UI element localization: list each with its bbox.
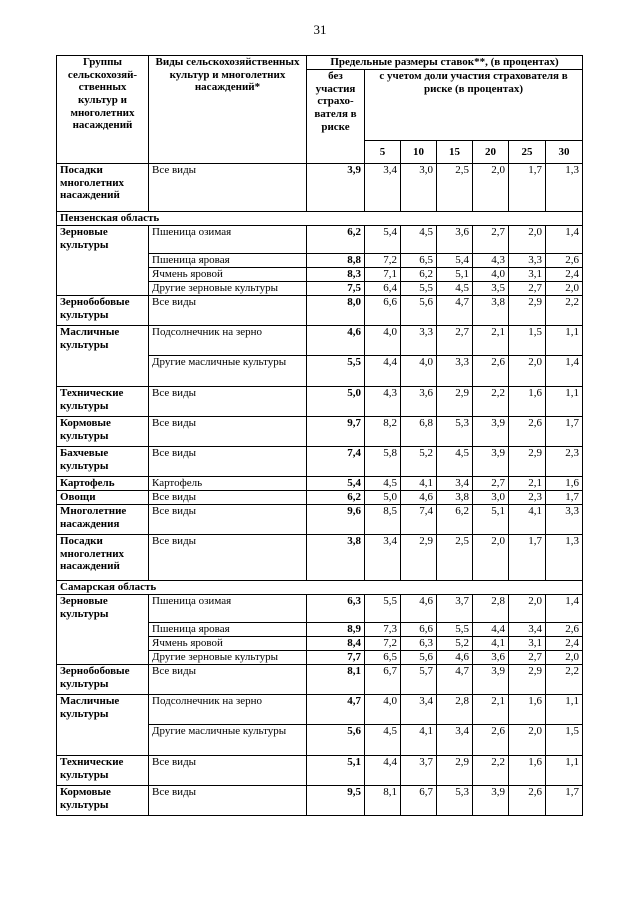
rate-without-participation: 7,7 — [307, 651, 365, 665]
rate-cell: 2,0 — [509, 725, 546, 756]
rate-cell: 8,2 — [365, 417, 401, 447]
rate-without-participation: 3,9 — [307, 164, 365, 212]
rate-without-participation: 9,5 — [307, 786, 365, 816]
table-row — [57, 417, 583, 447]
crop-group: Картофель — [57, 477, 149, 491]
rate-without-participation: 8,4 — [307, 637, 365, 651]
rate-cell: 4,6 — [401, 595, 437, 623]
rate-cell: 2,2 — [546, 296, 583, 326]
rate-without-participation: 3,8 — [307, 535, 365, 581]
header-limits: Предельные размеры ставок**, (в процентах) — [307, 56, 583, 70]
rate-cell: 4,4 — [365, 356, 401, 387]
rate-without-participation: 5,4 — [307, 477, 365, 491]
rate-cell: 3,4 — [509, 623, 546, 637]
crop-kind: Подсолнечник на зерно — [149, 695, 307, 725]
table-body — [57, 164, 583, 816]
table-row — [57, 326, 583, 356]
rate-cell: 4,1 — [401, 477, 437, 491]
rate-cell: 3,7 — [437, 595, 473, 623]
rate-without-participation: 5,0 — [307, 387, 365, 417]
region-label: Самарская область — [57, 581, 583, 595]
crop-kind: Пшеница озимая — [149, 595, 307, 623]
header-share: 30 — [546, 141, 583, 164]
header-kinds: Виды сельскохозяйственных культур и многолетних насаждений* — [149, 56, 307, 164]
rate-cell: 4,0 — [365, 326, 401, 356]
rate-cell: 2,4 — [546, 637, 583, 651]
rate-cell: 1,1 — [546, 326, 583, 356]
crop-kind: Все виды — [149, 447, 307, 477]
rate-cell: 2,7 — [473, 226, 509, 254]
crop-kind: Пшеница озимая — [149, 226, 307, 254]
rate-cell: 7,3 — [365, 623, 401, 637]
rate-cell: 3,9 — [473, 417, 509, 447]
rate-cell: 1,6 — [509, 756, 546, 786]
crop-kind: Другие масличные культуры — [149, 356, 307, 387]
rate-cell: 3,9 — [473, 447, 509, 477]
rate-cell: 2,0 — [509, 595, 546, 623]
crop-kind: Подсолнечник на зерно — [149, 326, 307, 356]
rate-cell: 2,5 — [437, 535, 473, 581]
rate-cell: 2,6 — [509, 786, 546, 816]
crop-kind: Другие зерновые культуры — [149, 282, 307, 296]
crop-group: Масличные культуры — [57, 695, 149, 756]
rate-cell: 3,4 — [437, 725, 473, 756]
rate-cell: 7,4 — [401, 505, 437, 535]
rate-cell: 1,6 — [546, 477, 583, 491]
rate-cell: 5,3 — [437, 786, 473, 816]
rate-cell: 2,0 — [473, 535, 509, 581]
table-row — [57, 477, 583, 491]
rate-cell: 2,2 — [473, 387, 509, 417]
rate-cell: 6,8 — [401, 417, 437, 447]
rate-cell: 7,2 — [365, 637, 401, 651]
rate-cell: 4,3 — [365, 387, 401, 417]
rate-cell: 2,8 — [473, 595, 509, 623]
table-row — [57, 535, 583, 581]
rate-cell: 6,7 — [365, 665, 401, 695]
table-row — [57, 595, 583, 623]
rate-without-participation: 6,2 — [307, 491, 365, 505]
rate-cell: 2,6 — [546, 254, 583, 268]
rate-cell: 3,3 — [546, 505, 583, 535]
crop-kind: Все виды — [149, 786, 307, 816]
rate-without-participation: 7,4 — [307, 447, 365, 477]
table-row — [57, 695, 583, 725]
table-header — [57, 56, 583, 164]
rate-cell: 5,6 — [401, 296, 437, 326]
rate-cell: 4,6 — [401, 491, 437, 505]
rate-without-participation: 5,1 — [307, 756, 365, 786]
rate-cell: 4,0 — [365, 695, 401, 725]
rate-cell: 4,3 — [473, 254, 509, 268]
rate-cell: 2,6 — [509, 417, 546, 447]
rate-cell: 1,7 — [509, 164, 546, 212]
table-row — [57, 164, 583, 212]
rate-cell: 2,1 — [509, 477, 546, 491]
rate-cell: 8,5 — [365, 505, 401, 535]
rate-cell: 4,7 — [437, 296, 473, 326]
rate-cell: 7,2 — [365, 254, 401, 268]
crop-kind: Все виды — [149, 164, 307, 212]
rate-cell: 2,7 — [473, 477, 509, 491]
crop-group: Зернобобовые культуры — [57, 665, 149, 695]
rate-cell: 3,3 — [401, 326, 437, 356]
rate-cell: 3,3 — [437, 356, 473, 387]
insurance-rates-table — [56, 55, 583, 816]
crop-group: Овощи — [57, 491, 149, 505]
header-share: 20 — [473, 141, 509, 164]
table-row — [57, 296, 583, 326]
crop-kind: Все виды — [149, 756, 307, 786]
rate-cell: 2,0 — [546, 282, 583, 296]
header-share: 15 — [437, 141, 473, 164]
crop-group: Многолетние насаждения — [57, 505, 149, 535]
rate-cell: 6,6 — [401, 623, 437, 637]
rate-cell: 2,0 — [473, 164, 509, 212]
header-groups: Группы сельскохозяй-ственных культур и многолетних насаждений — [57, 56, 149, 164]
rate-cell: 6,2 — [437, 505, 473, 535]
rate-cell: 4,1 — [473, 637, 509, 651]
rate-cell: 5,2 — [401, 447, 437, 477]
rate-cell: 1,1 — [546, 695, 583, 725]
rate-cell: 3,7 — [401, 756, 437, 786]
rate-cell: 1,1 — [546, 756, 583, 786]
rate-cell: 1,7 — [546, 786, 583, 816]
rate-cell: 2,1 — [473, 326, 509, 356]
crop-group: Посадки многолетних насаждений — [57, 535, 149, 581]
rate-cell: 6,4 — [365, 282, 401, 296]
rate-cell: 2,3 — [546, 447, 583, 477]
rate-cell: 2,5 — [437, 164, 473, 212]
rate-cell: 5,0 — [365, 491, 401, 505]
rate-cell: 5,5 — [437, 623, 473, 637]
rate-cell: 5,3 — [437, 417, 473, 447]
header-share: 5 — [365, 141, 401, 164]
rate-cell: 3,8 — [437, 491, 473, 505]
table-row — [57, 505, 583, 535]
table-row — [57, 665, 583, 695]
rate-cell: 3,0 — [401, 164, 437, 212]
rate-cell: 1,7 — [509, 535, 546, 581]
rate-cell: 1,6 — [509, 387, 546, 417]
table-row — [57, 756, 583, 786]
rate-cell: 2,9 — [509, 665, 546, 695]
rate-cell: 3,4 — [437, 477, 473, 491]
rate-cell: 3,1 — [509, 268, 546, 282]
header-without-participation: без участия страхо-вателя в риске — [307, 70, 365, 164]
rate-cell: 6,3 — [401, 637, 437, 651]
crop-group: Кормовые культуры — [57, 417, 149, 447]
rate-cell: 5,5 — [365, 595, 401, 623]
rate-cell: 2,6 — [546, 623, 583, 637]
region-row — [57, 581, 583, 595]
table-row — [57, 447, 583, 477]
rate-cell: 4,5 — [437, 447, 473, 477]
rate-cell: 5,6 — [401, 651, 437, 665]
rate-cell: 2,0 — [546, 651, 583, 665]
rate-cell: 4,1 — [401, 725, 437, 756]
crop-kind: Все виды — [149, 535, 307, 581]
header-share: 25 — [509, 141, 546, 164]
rate-cell: 6,5 — [401, 254, 437, 268]
rate-cell: 2,3 — [509, 491, 546, 505]
rate-cell: 2,6 — [473, 356, 509, 387]
rate-cell: 3,9 — [473, 786, 509, 816]
rate-cell: 4,5 — [401, 226, 437, 254]
crop-group: Посадки многолетних насаждений — [57, 164, 149, 212]
rate-cell: 1,6 — [509, 695, 546, 725]
table-row — [57, 786, 583, 816]
crop-group: Зерновые культуры — [57, 226, 149, 296]
rate-cell: 3,4 — [365, 535, 401, 581]
table-row — [57, 226, 583, 254]
crop-kind: Все виды — [149, 296, 307, 326]
rate-cell: 3,9 — [473, 665, 509, 695]
rate-cell: 3,8 — [473, 296, 509, 326]
table-row — [57, 387, 583, 417]
crop-group: Зернобобовые культуры — [57, 296, 149, 326]
rate-cell: 5,5 — [401, 282, 437, 296]
crop-kind: Пшеница яровая — [149, 254, 307, 268]
crop-kind: Все виды — [149, 417, 307, 447]
rate-cell: 3,5 — [473, 282, 509, 296]
rate-cell: 2,2 — [473, 756, 509, 786]
rate-without-participation: 5,5 — [307, 356, 365, 387]
rate-cell: 6,5 — [365, 651, 401, 665]
rate-cell: 2,1 — [473, 695, 509, 725]
rate-without-participation: 6,2 — [307, 226, 365, 254]
rate-without-participation: 8,3 — [307, 268, 365, 282]
crop-kind: Другие масличные культуры — [149, 725, 307, 756]
rate-cell: 4,7 — [437, 665, 473, 695]
region-label: Пензенская область — [57, 212, 583, 226]
rate-cell: 2,7 — [437, 326, 473, 356]
crop-kind: Другие зерновые культуры — [149, 651, 307, 665]
rate-cell: 5,2 — [437, 637, 473, 651]
rate-cell: 4,4 — [473, 623, 509, 637]
rate-cell: 2,9 — [509, 447, 546, 477]
rate-cell: 5,1 — [437, 268, 473, 282]
rate-cell: 3,6 — [401, 387, 437, 417]
rate-cell: 1,5 — [546, 725, 583, 756]
crop-kind: Все виды — [149, 387, 307, 417]
header-share: 10 — [401, 141, 437, 164]
rate-cell: 4,1 — [509, 505, 546, 535]
rate-cell: 6,7 — [401, 786, 437, 816]
rate-cell: 5,4 — [365, 226, 401, 254]
rate-cell: 5,4 — [437, 254, 473, 268]
rate-cell: 4,5 — [365, 477, 401, 491]
rate-cell: 5,8 — [365, 447, 401, 477]
rate-cell: 4,0 — [401, 356, 437, 387]
crop-group: Технические культуры — [57, 756, 149, 786]
rate-cell: 2,9 — [509, 296, 546, 326]
rate-cell: 5,1 — [473, 505, 509, 535]
rate-cell: 3,6 — [473, 651, 509, 665]
rate-cell: 2,2 — [546, 665, 583, 695]
rate-cell: 1,3 — [546, 164, 583, 212]
rate-cell: 2,6 — [473, 725, 509, 756]
rate-without-participation: 9,7 — [307, 417, 365, 447]
crop-group: Технические культуры — [57, 387, 149, 417]
rate-cell: 1,3 — [546, 535, 583, 581]
rate-cell: 2,0 — [509, 226, 546, 254]
rate-cell: 3,0 — [473, 491, 509, 505]
rate-cell: 6,2 — [401, 268, 437, 282]
crop-group: Зерновые культуры — [57, 595, 149, 665]
crop-kind: Все виды — [149, 505, 307, 535]
rate-cell: 6,6 — [365, 296, 401, 326]
header-with-participation: с учетом доли участия страхователя в риске (в процентах) — [365, 70, 583, 141]
crop-group: Масличные культуры — [57, 326, 149, 387]
rate-cell: 4,4 — [365, 756, 401, 786]
rate-cell: 1,1 — [546, 387, 583, 417]
rate-cell: 1,4 — [546, 226, 583, 254]
crop-group: Кормовые культуры — [57, 786, 149, 816]
rate-cell: 2,9 — [401, 535, 437, 581]
rate-cell: 8,1 — [365, 786, 401, 816]
rate-cell: 1,7 — [546, 491, 583, 505]
rate-cell: 3,4 — [365, 164, 401, 212]
rate-cell: 2,4 — [546, 268, 583, 282]
crop-kind: Ячмень яровой — [149, 268, 307, 282]
rate-cell: 4,6 — [437, 651, 473, 665]
rate-cell: 1,4 — [546, 356, 583, 387]
table-row — [57, 491, 583, 505]
rate-cell: 2,9 — [437, 756, 473, 786]
rate-without-participation: 8,8 — [307, 254, 365, 268]
rate-without-participation: 6,3 — [307, 595, 365, 623]
rate-without-participation: 8,9 — [307, 623, 365, 637]
rate-cell: 3,3 — [509, 254, 546, 268]
rate-cell: 2,9 — [437, 387, 473, 417]
rate-cell: 2,0 — [509, 356, 546, 387]
rate-cell: 3,4 — [401, 695, 437, 725]
rate-without-participation: 9,6 — [307, 505, 365, 535]
rate-cell: 7,1 — [365, 268, 401, 282]
rate-without-participation: 8,0 — [307, 296, 365, 326]
crop-kind: Все виды — [149, 665, 307, 695]
rate-cell: 4,0 — [473, 268, 509, 282]
rate-cell: 3,1 — [509, 637, 546, 651]
rate-cell: 4,5 — [437, 282, 473, 296]
rate-cell: 5,7 — [401, 665, 437, 695]
crop-kind: Пшеница яровая — [149, 623, 307, 637]
rate-cell: 1,5 — [509, 326, 546, 356]
rate-without-participation: 4,6 — [307, 326, 365, 356]
crop-group: Бахчевые культуры — [57, 447, 149, 477]
rate-without-participation: 5,6 — [307, 725, 365, 756]
rate-cell: 1,4 — [546, 595, 583, 623]
rate-without-participation: 4,7 — [307, 695, 365, 725]
page-number: 31 — [313, 22, 327, 37]
rate-cell: 4,5 — [365, 725, 401, 756]
rate-cell: 2,8 — [437, 695, 473, 725]
region-row — [57, 212, 583, 226]
crop-kind: Картофель — [149, 477, 307, 491]
rate-without-participation: 7,5 — [307, 282, 365, 296]
crop-kind: Все виды — [149, 491, 307, 505]
rate-cell: 2,7 — [509, 282, 546, 296]
rate-cell: 2,7 — [509, 651, 546, 665]
rate-cell: 1,7 — [546, 417, 583, 447]
rate-cell: 3,6 — [437, 226, 473, 254]
rate-without-participation: 8,1 — [307, 665, 365, 695]
crop-kind: Ячмень яровой — [149, 637, 307, 651]
